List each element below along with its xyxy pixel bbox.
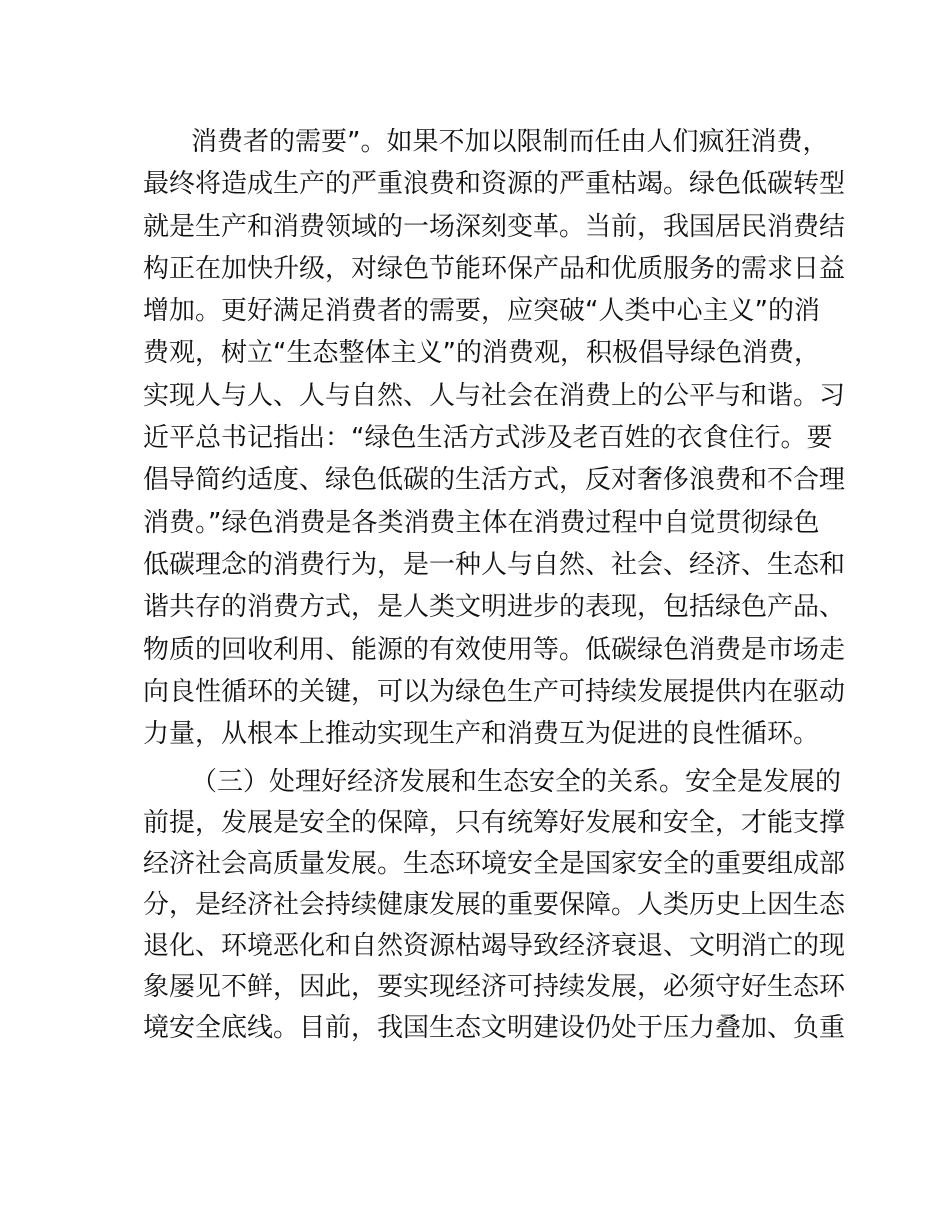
text-line: 退化、环境恶化和自然资源枯竭导致经济衰退、文明消亡的现: [143, 931, 846, 961]
text-line: 力量，从根本上推动实现生产和消费互为促进的良性循环。: [143, 719, 820, 750]
section-heading-line: （三）处理好经济发展和生态安全的关系。安全是发展的: [191, 767, 842, 797]
text-line: 实现人与人、人与自然、人与社会在消费上的公平与和谐。习: [143, 380, 846, 411]
text-line: 谐共存的消费方式，是人类文明进步的表现，包括绿色产品、: [143, 592, 846, 623]
text-line: 消费。”绿色消费是各类消费主体在消费过程中自觉贯彻绿色: [143, 507, 820, 538]
text-line: 向良性循环的关键，可以为绿色生产可持续发展提供内在驱动: [143, 676, 846, 707]
paragraph-green-consumption: [143, 121, 846, 755]
text-line: 经济社会高质量发展。生态环境安全是国家安全的重要组成部: [143, 849, 846, 879]
text-line: 近平总书记指出：“绿色生活方式涉及老百姓的衣食住行。要: [143, 423, 833, 454]
text-line: 构正在加快升级，对绿色节能环保产品和优质服务的需求日益: [143, 253, 846, 284]
text-line: 倡导简约适度、绿色低碳的生活方式，反对奢侈浪费和不合理: [143, 465, 846, 496]
paragraph-ecological-security: [143, 762, 846, 1049]
text-line: 就是生产和消费领域的一场深刻变革。当前，我国居民消费结: [143, 211, 846, 242]
text-line: 费观，树立“生态整体主义”的消费观，积极倡导绿色消费，: [143, 338, 820, 369]
text-line: 最终将造成生产的严重浪费和资源的严重枯竭。绿色低碳转型: [143, 169, 846, 200]
text-line: 分，是经济社会持续健康发展的重要保障。人类历史上因生态: [143, 890, 846, 920]
text-line: 增加。更好满足消费者的需要，应突破“人类中心主义”的消: [143, 296, 820, 327]
text-line: 境安全底线。目前，我国生态文明建设仍处于压力叠加、负重: [143, 1013, 846, 1043]
text-line: 物质的回收利用、能源的有效使用等。低碳绿色消费是市场走: [143, 634, 846, 665]
text-line: 低碳理念的消费行为，是一种人与自然、社会、经济、生态和: [143, 549, 846, 580]
text-line: 象屡见不鲜，因此，要实现经济可持续发展，必须守好生态环: [143, 972, 846, 1002]
text-line: 消费者的需要”。如果不加以限制而任由人们疯狂消费，: [191, 127, 829, 157]
text-line: 前提，发展是安全的保障，只有统筹好发展和安全，才能支撑: [143, 808, 846, 838]
